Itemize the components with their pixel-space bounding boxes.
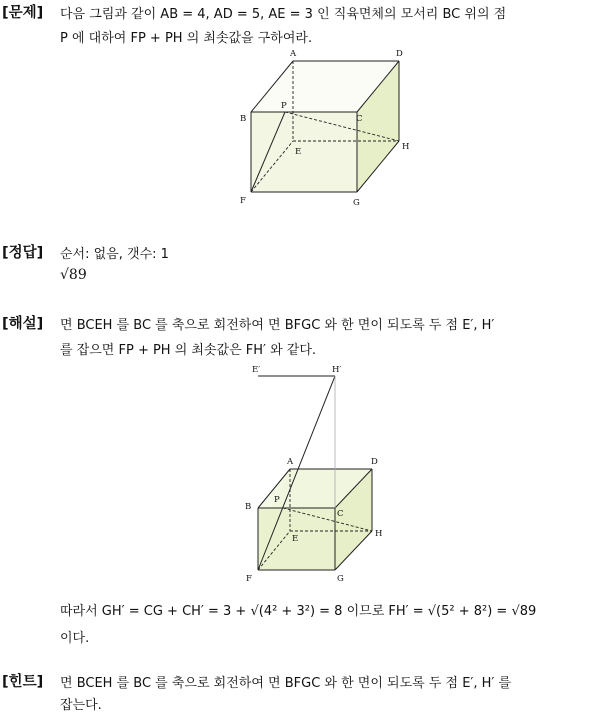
label-E2: E′ bbox=[252, 365, 261, 375]
problem-tag: [문제] bbox=[2, 5, 44, 21]
label-P: P bbox=[281, 101, 287, 111]
hint-tag: [힌트] bbox=[2, 674, 44, 690]
label-H2: H′ bbox=[332, 365, 342, 375]
label-C: C bbox=[356, 114, 363, 124]
problem-line-2: P 에 대하여 FP + PH 의 최솟값을 구하여라. bbox=[60, 31, 313, 46]
answer-line-2: √89 bbox=[60, 267, 87, 283]
solution-line-1: 면 BCEH 를 BC 를 축으로 회전하여 면 BFGC 와 한 면이 되도록 두 점 E′, H′ bbox=[60, 318, 495, 333]
solution-line-2: 를 잡으면 FP + PH 의 최솟값은 FH′ 와 같다. bbox=[60, 343, 317, 358]
label-B-2: B bbox=[245, 502, 252, 512]
label-B: B bbox=[240, 114, 247, 124]
label-F-2: F bbox=[246, 574, 252, 584]
label-G: G bbox=[353, 198, 360, 208]
label-F: F bbox=[240, 196, 246, 206]
label-D: D bbox=[396, 49, 403, 59]
label-A-2: A bbox=[287, 457, 294, 467]
label-H-2: H bbox=[375, 529, 383, 539]
solution-tag: [해설] bbox=[2, 316, 44, 332]
label-P-2: P bbox=[274, 495, 280, 505]
label-C-2: C bbox=[337, 509, 344, 519]
answer-line-1: 순서: 없음, 갯수: 1 bbox=[60, 247, 169, 262]
label-E-2: E bbox=[292, 534, 299, 544]
label-E: E bbox=[295, 147, 302, 157]
hint-line-1: 면 BCEH 를 BC 를 축으로 회전하여 면 BFGC 와 한 면이 되도록 두 점 E′, H′ 를 bbox=[60, 676, 512, 691]
label-H: H bbox=[402, 142, 410, 152]
label-D-2: D bbox=[371, 457, 378, 467]
label-A: A bbox=[290, 49, 297, 59]
solution-line-3: 따라서 GH′ = CG + CH′ = 3 + √(4² + 3²) = 8 이므로 FH′ = √(5² + 8²) = √89 bbox=[60, 604, 537, 619]
solution-line-4: 이다. bbox=[60, 631, 90, 646]
hint-line-2: 잡는다. bbox=[60, 698, 102, 713]
problem-line-1: 다음 그림과 같이 AB = 4, AD = 5, AE = 3 인 직육면체의 모서리 BC 위의 점 bbox=[60, 7, 507, 22]
answer-tag: [정답] bbox=[2, 245, 44, 261]
label-G-2: G bbox=[337, 574, 344, 584]
